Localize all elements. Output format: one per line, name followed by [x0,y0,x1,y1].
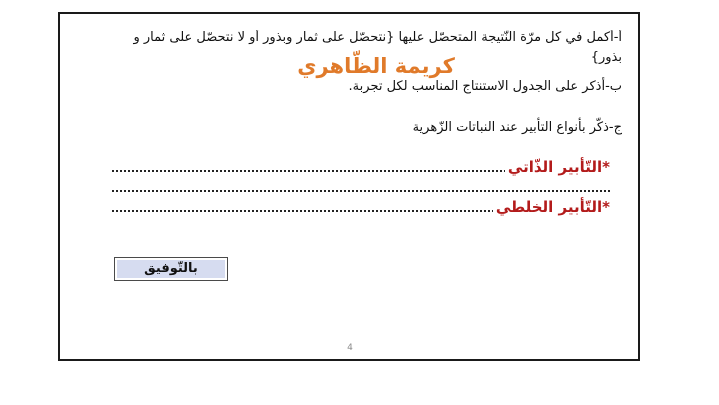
answer-cross-pollination: *التّأبير الخلطي [493,198,610,216]
worksheet-page [58,12,640,361]
page-number: 4 [347,343,353,353]
author-watermark: كريمة الظّاهري [297,54,455,78]
answer-self-pollination: *التّأبير الذّاتي [505,158,610,176]
answer-line-self-pollination [112,156,610,174]
answer-line-cross-pollination [112,196,610,214]
answer-line-blank [112,176,610,194]
good-luck-box [114,257,228,281]
dotted-line [112,190,610,192]
question-a-line-1: أ-أكمل في كل مرّة النّتيجة المتحصّل عليها {نتحصّل على ثمار وبذور أو لا نتحصّل على ثمار و [133,30,622,45]
question-c: ج-ذكّر بأنواع التأبير عند النباتات الزّهرية [412,120,622,135]
question-a-line-2: بذور} [590,50,622,65]
question-b: ب-أذكر على الجدول الاستنتاج المناسب لكل تجربة. [348,79,622,94]
good-luck-label: بالتّوفيق [117,260,225,278]
